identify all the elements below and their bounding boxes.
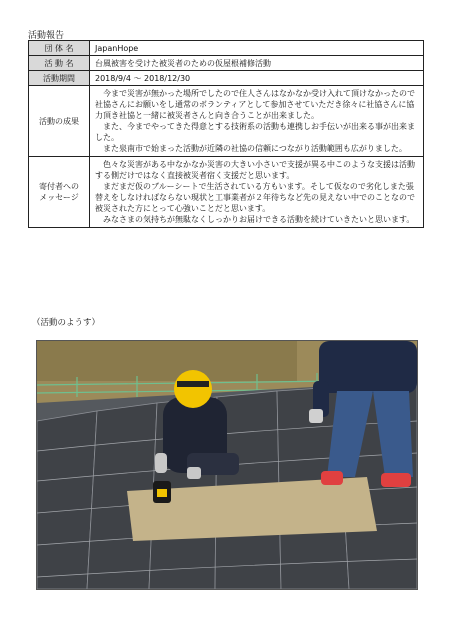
row-results: [29, 86, 424, 157]
label-period: 活動期間: [29, 71, 90, 86]
results-paragraph: 今まで災害が無かった場所でしたので住人さんはなかなか受け入れて頂けなかったので社協さんにお願いをし通常のボランティアとして参加させていただき徐々に社協さんに協力頂き社協と一緒に被災者さんと向き合うことが出来ました。: [95, 89, 415, 120]
red-shoe: [381, 473, 411, 487]
photo-caption: （活動のようす）: [32, 318, 101, 328]
value-period: 2018/9/4 ～ 2018/12/30: [90, 71, 424, 86]
roof-repair-illustration: [37, 341, 417, 589]
results-paragraph: また、今までやってきた得意とする技術系の活動も連携しお手伝いが出来る事が出来ました。: [95, 122, 415, 142]
red-shoe: [321, 471, 343, 485]
label-activity: 活 動 名: [29, 56, 90, 71]
row-activity: [29, 56, 424, 71]
label-message-line1: 寄付者への: [39, 182, 79, 191]
results-paragraph: また泉南市で始まった活動が近隣の社協の信頼につながり活動範囲も広がりました。: [103, 144, 407, 153]
glove: [187, 467, 201, 479]
label-group: 団 体 名: [29, 41, 90, 56]
grass-strip: [37, 341, 297, 381]
value-activity: 台風被害を受けた被災者のための仮屋根補修活動: [90, 56, 424, 71]
glove: [155, 453, 167, 473]
activity-photo: [36, 340, 418, 590]
label-results: 活動の成果: [29, 86, 90, 157]
label-message: [29, 157, 90, 228]
message-paragraph: みなさまの気持ちが無駄なくしっかりお届けできる活動を続けていきたいと思います。: [103, 215, 415, 224]
yellow-helmet: [174, 370, 212, 408]
value-results: [90, 86, 424, 157]
message-paragraph: まだまだ仮のブルーシートで生活されている方もいます。そして仮なので劣化しまた張替えをしなければならない現状と工事業者が２年待ちなど先の見えない中でのことなので被災された方にとって心強いことだと思います。: [95, 182, 415, 213]
label-message-line2: メッセージ: [39, 193, 79, 202]
value-group: JapanHope: [90, 41, 424, 56]
report-table: [28, 40, 424, 228]
row-period: [29, 71, 424, 86]
report-heading: 活動報告: [28, 31, 65, 41]
row-message: [29, 157, 424, 228]
row-group: [29, 41, 424, 56]
value-message: [90, 157, 424, 228]
message-paragraph: 色々な災害がある中なかなか災害の大きい小さいで支援が異る中このような支援は活動する側だけではなく直接被災者宿く支援だと思います。: [95, 160, 415, 180]
